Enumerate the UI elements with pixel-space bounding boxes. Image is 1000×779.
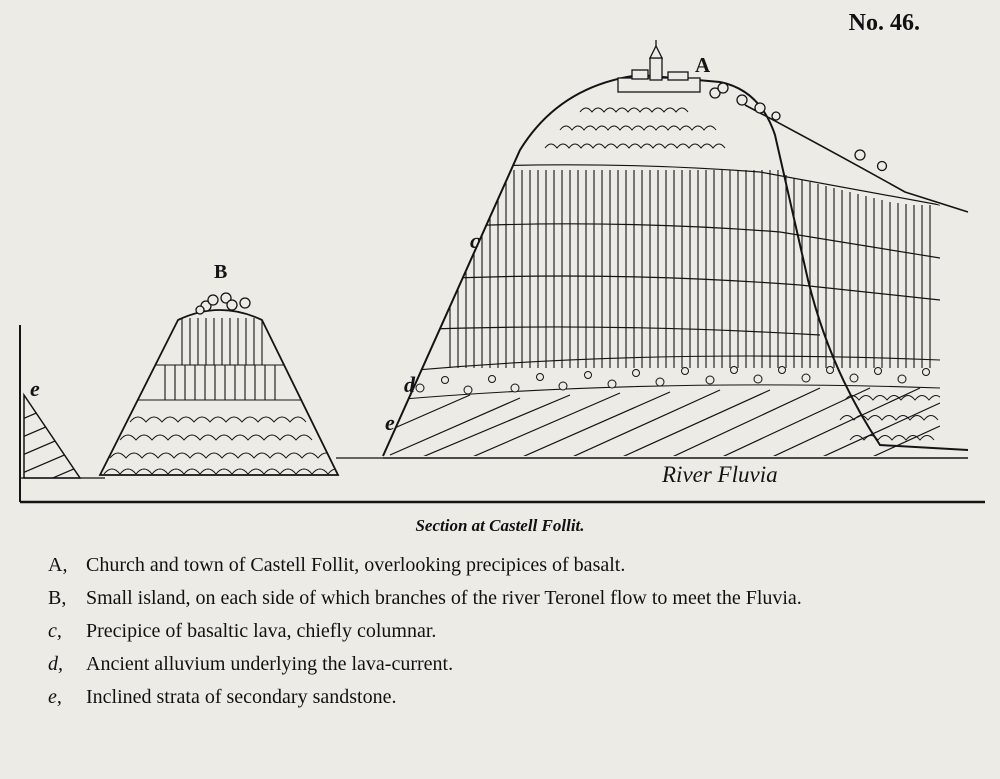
legend-text: Ancient alluvium underlying the lava-current.	[86, 653, 454, 675]
sandstone-wedge-left	[20, 390, 90, 492]
legend-key: B,	[48, 587, 67, 609]
legend	[48, 552, 983, 717]
legend-key: c,	[48, 620, 62, 642]
label-b: B	[214, 261, 228, 283]
river-label: River Fluvia	[662, 462, 778, 487]
legend-item	[48, 651, 983, 677]
plate-number: No. 46.	[848, 10, 920, 36]
legend-text: Inclined strata of secondary sandstone.	[86, 686, 397, 708]
label-e-left: e	[30, 376, 40, 401]
legend-key: e,	[48, 686, 62, 708]
island-b	[100, 293, 344, 475]
legend-text: Precipice of basaltic lava, chiefly columnar.	[86, 620, 437, 642]
legend-item	[48, 618, 983, 644]
legend-item	[48, 585, 983, 611]
legend-key: A,	[48, 554, 68, 576]
legend-item	[48, 552, 983, 578]
label-e-right: e	[385, 410, 395, 435]
legend-text: Small island, on each side of which branches of the river Teronel flow to meet the Fluvia.	[86, 587, 802, 609]
figure-caption: Section at Castell Follit.	[415, 516, 585, 535]
legend-text: Church and town of Castell Follit, overlooking precipices of basalt.	[86, 554, 626, 576]
legend-key: d,	[48, 653, 63, 675]
label-d: d	[404, 372, 415, 397]
label-c: c	[470, 228, 480, 253]
label-a: A	[695, 53, 711, 77]
legend-item	[48, 684, 983, 710]
